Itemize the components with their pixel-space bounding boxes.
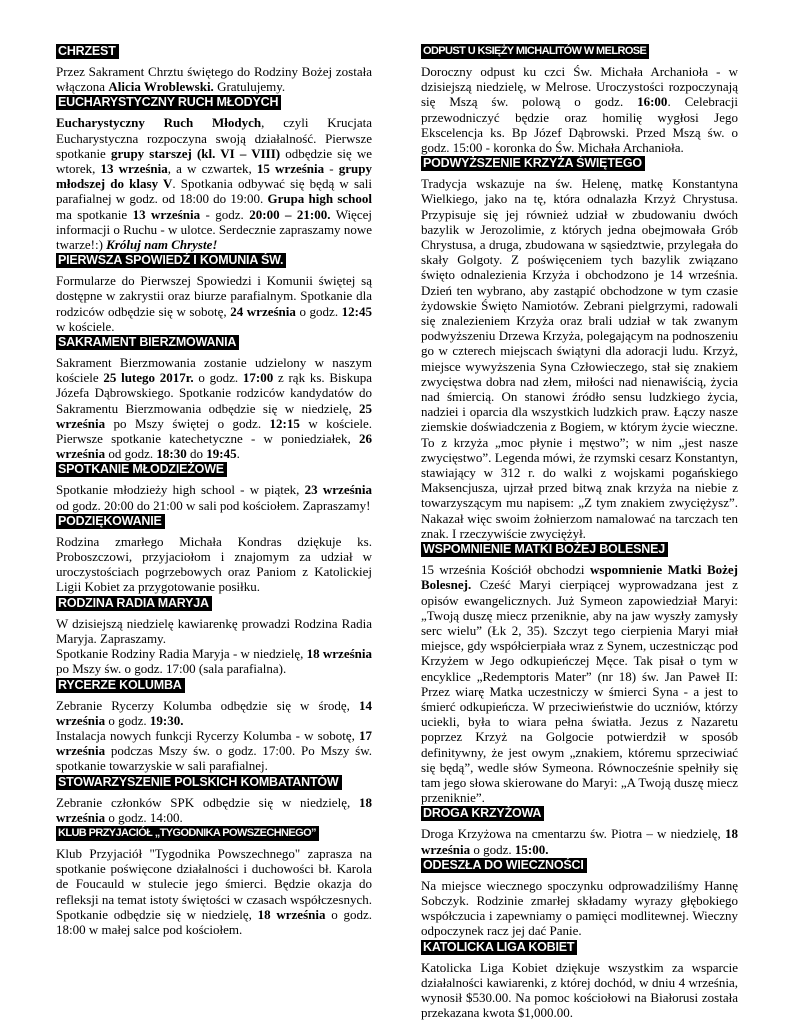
section-heading: ODPUST U KSIĘŻY MICHALITÓW W MELROSE	[421, 44, 649, 59]
section-odpust-u-ksiezy-michalitow-w-melrose	[421, 44, 738, 155]
section-katolicka-liga-kobiet	[421, 940, 738, 1021]
section-heading: WSPOMNIENIE MATKI BOŻEJ BOLESNEJ	[421, 542, 668, 557]
section-text: 15 września Kościół obchodzi wspomnienie Matki Bożej Bolesnej. Cześć Maryi cierpiącej wyprowadzana jest z opisów ewangelicznych. Już Symeon zapowiedział Maryi: „Twoją duszę miecz przeniknie, aby na jaw wyszły zamysły serc wielu” (Łk 2, 35). Szczyt tego cierpienia Maryi miał miejsce, gdy współcierpiała wraz z Synem, uczestnicząc pod Krzyżem w Jego odkupieńczej Męce. Tak pisał o tym w encyklice „Redemptoris Mater” (nr 18) św. Jan Paweł II: Przez wiarę Matka uczestniczy w śmierci Syna - a jest to śmierć odkupieńcza. W przeciwieństwie do uczniów, którzy uciekli, była to wiara pełna światła. Jezus z Nazaretu poprzez Krzyż na Golgocie potwierdził w sposób definitywny, że jest owym „znakiem, któremu sprzeciwiać się będą”, wedle słów Symeona. Równocześnie spełniły się tam jego słowa skierowane do Maryi: „A Twoją duszę miecz przeniknie”.	[421, 562, 738, 806]
section-podziekowanie	[56, 514, 372, 595]
section-text: Spotkanie młodzieży high school - w piątek, 23 września od godz. 20:00 do 21:00 w sali pod kościołem. Zapraszamy!	[56, 482, 372, 513]
section-odeszla-do-wiecznosci	[421, 858, 738, 939]
section-text: Rodzina zmarłego Michała Kondras dziękuje ks. Proboszczowi, przyjaciołom i znajomym za udział w uroczystościach pogrzebowych oraz Paniom z Katolickiej Ligii Kobiet za przygotowanie posiłku.	[56, 533, 372, 595]
section-heading: EUCHARYSTYCZNY RUCH MŁODYCH	[56, 95, 281, 110]
section-heading: PIERWSZA SPOWIEDŹ I KOMUNIA ŚW.	[56, 253, 286, 268]
section-text: Na miejsce wiecznego spoczynku odprowadziliśmy Hannę Sobczyk. Rodzinie zmarłej składamy wyrazy głębokiego współczucia i zapewniamy o pamięci modlitewnej. Wieczny odpoczynek racz jej dać Panie.	[421, 877, 738, 939]
section-text: Doroczny odpust ku czci Św. Michała Archanioła - w dzisiejszą niedzielę, w Melrose. Uroczystości rozpoczynają się Mszą św. polową o godz. 16:00. Celebracji przewodniczyć będzie oraz homilię wygłosi Jego Ekscelencja ks. Bp Józef Dąbrowski. Przed Mszą św. o godz. 15:00 - koronka do Św. Michała Archanioła.	[421, 64, 738, 156]
section-text: Klub Przyjaciół "Tygodnika Powszechnego" zaprasza na spotkanie poświęcone działalności i duchowości bł. Karola de Foucauld w stulecie jego śmierci. Będzie okazja do refleksji na temat istoty świętości w czasach współczesnych. Spotkanie odbędzie się w niedzielę, 18 września o godz. 18:00 w małej salce pod kościołem.	[56, 845, 372, 937]
section-text: Formularze do Pierwszej Spowiedzi i Komunii świętej są dostępne w zakrystii oraz biurze parafialnym. Spotkanie dla rodziców odbędzie się w sobotę, 24 września o godz. 12:45 w kościele.	[56, 273, 372, 334]
section-heading: ODESZŁA DO WIECZNOŚCI	[421, 858, 587, 873]
section-text: Zebranie członków SPK odbędzie się w niedzielę, 18 września o godz. 14:00.	[56, 794, 372, 825]
section-text: Droga Krzyżowa na cmentarzu św. Piotra – w niedzielę, 18 września o godz. 15:00.	[421, 826, 738, 857]
section-text: Sakrament Bierzmowania zostanie udzielony w naszym kościele 25 lutego 2017r. o godz. 17:00 z rąk ks. Biskupa Józefa Dąbrowskiego. Spotkanie rodziców kandydatów do Sakramentu Bierzmowania odbędzie się w niedzielę, 25 września po Mszy świętej o godz. 12:15 w kościele. Pierwsze spotkanie katechetyczne - w poniedziałek, 26 września od godz. 18:30 do 19:45.	[56, 355, 373, 462]
section-podwyzszenie-krzyza-swietego	[421, 156, 738, 541]
section-heading: SPOTKANIE MŁODZIEŻOWE	[56, 462, 227, 477]
section-eucharystyczny-ruch-mlodych	[56, 95, 372, 252]
section-sakrament-bierzmowania	[56, 335, 372, 461]
section-heading: SAKRAMENT BIERZMOWANIA	[56, 335, 239, 350]
section-text: Eucharystyczny Ruch Młodych, czyli Krucjata Eucharystyczna rozpoczyna swoją działalność. Pierwsze spotkanie grupy starszej (kl. VI – VIII) odbędzie się we wtorek, 13 września, a w czwartek, 15 września - grupy młodszej do klasy V. Spotkania odbywać się będą w sali parafialnej w godz. od 18:00 do 19:00. Grupa high school ma spotkanie 13 września - godz. 20:00 – 21:00. Więcej informacji o Ruchu - w ulotce. Serdecznie zapraszamy nowe twarze!:) Króluj nam Chryste!	[56, 115, 373, 253]
section-droga-krzyzowa	[421, 806, 738, 856]
section-spotkanie-mlodziezowe	[56, 462, 372, 512]
section-stowarzyszenie-polskich-kombatantow	[56, 775, 372, 825]
section-heading: PODWYŻSZENIE KRZYŻA ŚWIĘTEGO	[421, 156, 645, 171]
section-heading: RYCERZE KOLUMBA	[56, 678, 185, 693]
section-heading: KLUB PRZYJACIÓŁ „TYGODNIKA POWSZECHNEGO”	[56, 826, 319, 841]
section-heading: KATOLICKA LIGA KOBIET	[421, 940, 577, 955]
section-wspomnienie-matki-bozej-bolesnej	[421, 542, 738, 805]
section-text: W dzisiejszą niedzielę kawiarenkę prowadzi Rodzina Radia Maryja. Zapraszamy. Spotkanie Rodziny Radia Maryja - w niedzielę, 18 września po Mszy św. o godz. 17:00 (sala parafialna).	[56, 615, 372, 677]
section-rodzina-radia-maryja	[56, 596, 372, 677]
section-heading: RODZINA RADIA MARYJA	[56, 596, 212, 611]
section-klub-przyjaciol-tygodnika-powszechnego	[56, 826, 372, 937]
section-chrzest	[56, 44, 372, 94]
section-heading: STOWARZYSZENIE POLSKICH KOMBATANTÓW	[56, 775, 342, 790]
section-text: Zebranie Rycerzy Kolumba odbędzie się w środę, 14 września o godz. 19:30. Instalacja nowych funkcji Rycerzy Kolumba - w sobotę, 17 września podczas Mszy św. o godz. 17:00. Po Mszy św. spotkanie towarzyskie w sali parafialnej.	[56, 697, 372, 774]
section-heading: DROGA KRZYŻOWA	[421, 806, 544, 821]
section-text: Tradycja wskazuje na św. Helenę, matkę Konstantyna Wielkiego, jako na tę, która odnalazła Krzyż Chrystusa. Przypisuje się jej również udział w zbudowaniu dwóch bazylik w Jerozolimie, z których jedna obejmowała Grób Chrystusa, a druga, zbudowana w sąsiedztwie, przylegała do skały Golgoty. Z poświęceniem tych bazylik związano święto odnalezienia Krzyża i obchodzono je 14 września. Dzień ten wybrano, aby zastąpić obchodzone w tym czasie żydowskie Święto Namiotów. Zebrani pielgrzymi, radowali się znalezieniem Krzyża oraz brali udział w tak zwanym podwyższeniu Drzewa Krzyża, polegającym na podnoszeniu go w czterech miejscach świątyni dla adoracji ludu. Krzyż, miejsce wywyższenia Syna Człowieczego, stał się znakiem zwycięstwa dobra nad złem, miłości nad nienawiścią, życia nad śmiercią. On stanowi źródło sensu ludzkiego życia, nadziei i oparcia dla wszystkich ludzkich praw. Łączy nasze ziemskie doświadczenia z Bogiem, w którym życie wieczne. To z krzyża „moc płynie i męstwo”; w nim „jest nasze zwycięstwo”. Legenda mówi, że rzymski cesarz Konstantyn, stawiający w 312 r. do walki z wojskami pogańskiego Maksencjusza, ujrzał przed bitwą znak krzyża na niebie z towarzyszącym mu napisem: „Z tym znakiem zwyciężysz”. Nakazał więc swoim żołnierzom namalować na tarczach ten znak. I rzeczywiście zwyciężył.	[421, 176, 738, 541]
left-column	[56, 44, 372, 938]
section-text: Katolicka Liga Kobiet dziękuje wszystkim za wsparcie działalności kawiarenki, z której dochód, w dniu 4 września, wynosił $530.00. Na pomoc kościołowi na Białorusi została przekazana kwota $1,000.00.	[421, 959, 738, 1021]
section-pierwsza-spowiedz-i-komunia-sw	[56, 253, 372, 334]
section-rycerze-kolumba	[56, 678, 372, 774]
right-column	[421, 44, 738, 1021]
section-text: Przez Sakrament Chrztu świętego do Rodziny Bożej została włączona Alicia Wroblewski. Gratulujemy.	[56, 64, 372, 95]
section-heading: CHRZEST	[56, 44, 119, 59]
section-heading: PODZIĘKOWANIE	[56, 514, 165, 529]
